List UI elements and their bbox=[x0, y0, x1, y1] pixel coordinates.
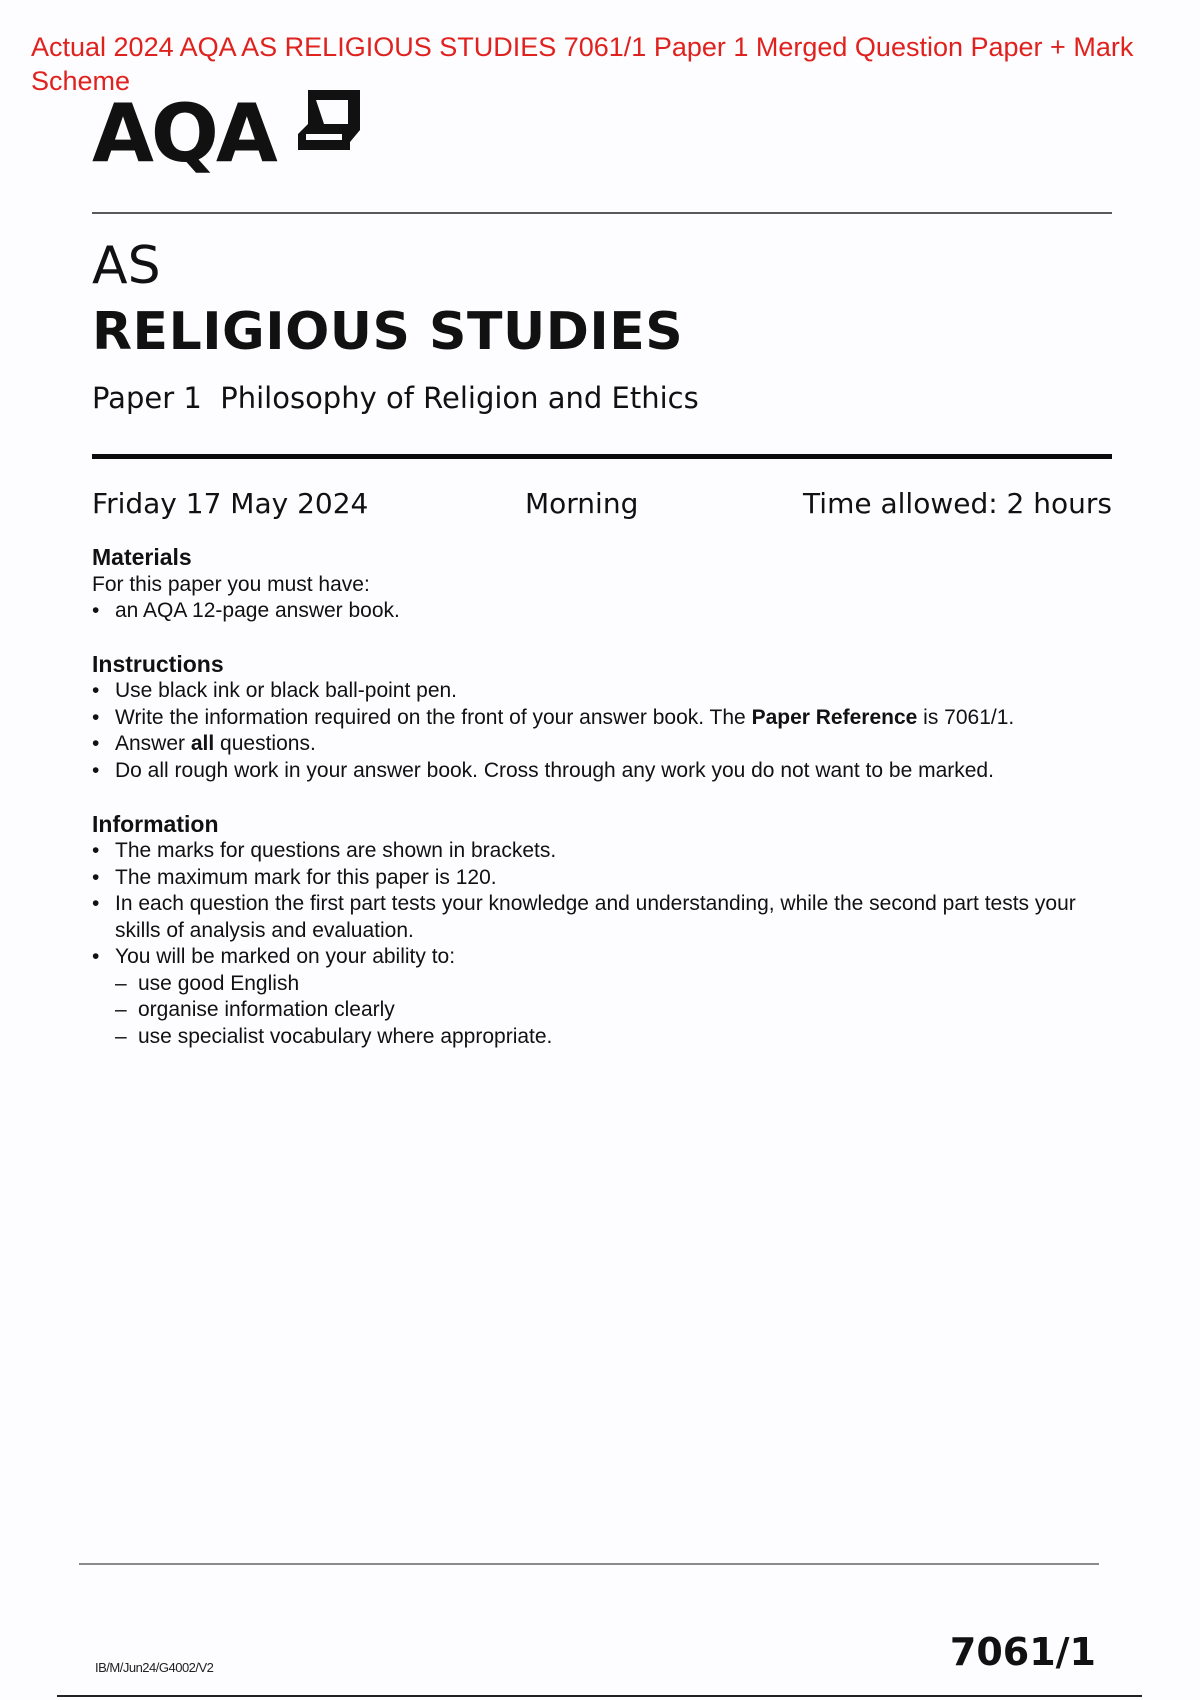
materials-intro: For this paper you must have: bbox=[92, 573, 370, 596]
exam-date: Friday 17 May 2024 bbox=[92, 487, 369, 520]
paper-title: Paper 1 Philosophy of Religion and Ethics bbox=[92, 381, 699, 415]
instructions-section bbox=[92, 650, 1132, 784]
instructions-list bbox=[92, 678, 1132, 784]
emphasis-all: all bbox=[190, 732, 215, 755]
information-heading: Information bbox=[92, 811, 219, 837]
list-item: • You will be marked on your ability to: bbox=[92, 945, 456, 968]
time-allowed: Time allowed: 2 hours bbox=[803, 487, 1112, 520]
ability-sublist bbox=[92, 971, 1132, 1051]
subject-title: RELIGIOUS STUDIES bbox=[92, 302, 684, 362]
page-bottom-rule bbox=[57, 1695, 1142, 1697]
materials-section bbox=[92, 543, 1132, 625]
list-item: • Answer all questions. bbox=[92, 732, 316, 755]
title-divider bbox=[92, 454, 1112, 459]
information-list bbox=[92, 838, 1132, 971]
instructions-heading: Instructions bbox=[92, 651, 224, 677]
footer-divider bbox=[79, 1563, 1099, 1565]
aqa-logo bbox=[92, 86, 362, 181]
qualification-level: AS bbox=[92, 236, 161, 296]
document-code: IB/M/Jun24/G4002/V2 bbox=[95, 1660, 214, 1675]
exam-session: Morning bbox=[525, 487, 639, 520]
list-item: • an AQA 12-page answer book. bbox=[92, 599, 400, 622]
list-item: • Use black ink or black ball-point pen. bbox=[92, 679, 458, 702]
materials-list bbox=[92, 598, 1132, 625]
document-banner: Actual 2024 AQA AS RELIGIOUS STUDIES 7061/1 Paper 1 Merged Question Paper + Mark Scheme bbox=[31, 32, 1134, 96]
information-section bbox=[92, 810, 1132, 1050]
aqa-logo-text: AQA bbox=[92, 87, 275, 180]
header-divider bbox=[92, 212, 1112, 214]
list-item: – organise information clearly bbox=[115, 998, 395, 1021]
list-item: – use specialist vocabulary where appropriate. bbox=[115, 1024, 553, 1048]
list-item: • Do all rough work in your answer book. Cross through any work you do not want to be marked. bbox=[92, 758, 994, 782]
paper-reference-label: Paper Reference bbox=[751, 705, 918, 729]
list-item: • In each question the first part tests your knowledge and understanding, while the second part tests your skills of analysis and evaluation. bbox=[92, 892, 1076, 942]
list-item: • The maximum mark for this paper is 120. bbox=[92, 865, 497, 889]
list-item: – use good English bbox=[115, 971, 300, 995]
list-item: • Write the information required on the front of your answer book. The Paper Reference is 7061/1. bbox=[92, 705, 1015, 729]
paper-reference: 7061/1 bbox=[949, 1630, 1096, 1674]
materials-heading: Materials bbox=[92, 544, 192, 570]
list-item: • The marks for questions are shown in brackets. bbox=[92, 839, 557, 862]
aqa-tick-icon bbox=[298, 90, 360, 150]
